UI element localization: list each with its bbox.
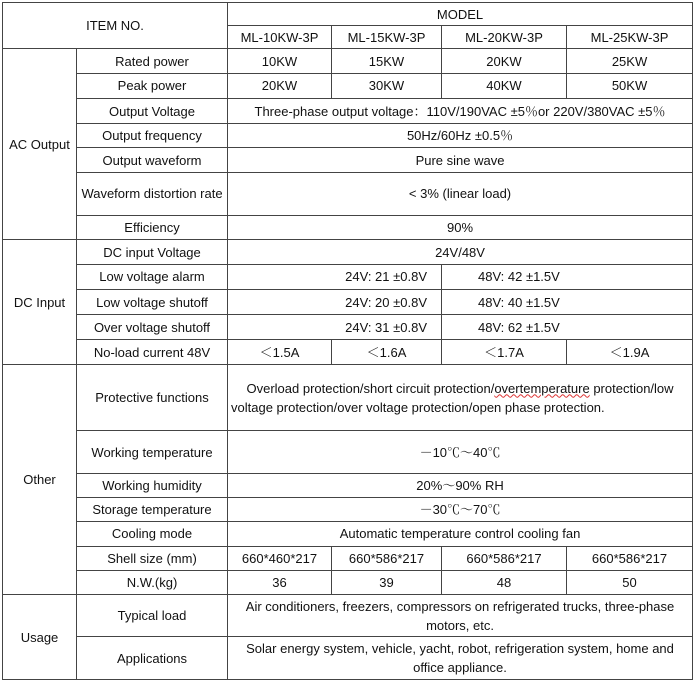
item-no-header: ITEM NO. [3, 3, 228, 49]
shell-size-value: 660*586*217 [332, 546, 442, 570]
row-label-peak-power: Peak power [77, 73, 228, 98]
efficiency-value: 90% [228, 216, 693, 240]
net-weight-value: 39 [332, 570, 442, 594]
no-load-current-value: ＜1.6A [332, 340, 442, 364]
rated-power-value: 15KW [332, 49, 442, 73]
net-weight-value: 36 [228, 570, 332, 594]
row-label-low-voltage-alarm: Low voltage alarm [77, 264, 228, 289]
model-name: ML-10KW-3P [228, 26, 332, 49]
peak-power-value: 50KW [567, 73, 693, 98]
applications-value: Solar energy system, vehicle, yacht, robot, refrigeration system, home and office appliance. [228, 637, 693, 680]
row-label-storage-temperature: Storage temperature [77, 498, 228, 522]
row-label-output-waveform: Output waveform [77, 148, 228, 172]
model-name: ML-20KW-3P [442, 26, 567, 49]
row-label-low-voltage-shutoff: Low voltage shutoff [77, 289, 228, 314]
shell-size-value: 660*460*217 [228, 546, 332, 570]
row-label-shell-size: Shell size (mm) [77, 546, 228, 570]
storage-temperature-value: －30℃～70℃ [228, 498, 693, 522]
output-frequency-value: 50Hz/60Hz ±0.5％ [228, 124, 693, 148]
group-dc-input: DC Input [3, 240, 77, 364]
row-label-output-frequency: Output frequency [77, 124, 228, 148]
peak-power-value: 30KW [332, 73, 442, 98]
low-voltage-shutoff-24v: 24V: 20 ±0.8V [228, 289, 442, 314]
output-waveform-value: Pure sine wave [228, 148, 693, 172]
net-weight-value: 48 [442, 570, 567, 594]
typical-load-value: Air conditioners, freezers, compressors on refrigerated trucks, three-phase motors, etc. [228, 595, 693, 637]
working-temperature-value: －10℃～40℃ [228, 431, 693, 473]
row-label-net-weight: N.W.(kg) [77, 570, 228, 594]
waveform-distortion-value: < 3% (linear load) [228, 172, 693, 215]
no-load-current-value: ＜1.7A [442, 340, 567, 364]
row-label-dc-input-voltage: DC input Voltage [77, 240, 228, 264]
row-label-rated-power: Rated power [77, 49, 228, 73]
spec-table [2, 2, 693, 680]
dc-input-voltage-value: 24V/48V [228, 240, 693, 264]
over-voltage-shutoff-48v: 48V: 62 ±1.5V [442, 315, 693, 340]
low-voltage-shutoff-48v: 48V: 40 ±1.5V [442, 289, 693, 314]
peak-power-value: 20KW [228, 73, 332, 98]
row-label-over-voltage-shutoff: Over voltage shutoff [77, 315, 228, 340]
over-voltage-shutoff-24v: 24V: 31 ±0.8V [228, 315, 442, 340]
low-voltage-alarm-24v: 24V: 21 ±0.8V [228, 264, 442, 289]
protective-functions-text-squiggle: overtemperature [494, 380, 590, 396]
peak-power-value: 40KW [442, 73, 567, 98]
protective-functions-text-a: Overload protection/short circuit protection/ [246, 380, 495, 396]
net-weight-value: 50 [567, 570, 693, 594]
shell-size-value: 660*586*217 [567, 546, 693, 570]
output-voltage-value: Three-phase output voltage：110V/190VAC ±5％or 220V/380VAC ±5％ [228, 98, 693, 123]
row-label-working-humidity: Working humidity [77, 473, 228, 497]
no-load-current-value: ＜1.9A [567, 340, 693, 364]
shell-size-value: 660*586*217 [442, 546, 567, 570]
cooling-mode-value: Automatic temperature control cooling fan [228, 522, 693, 546]
low-voltage-alarm-48v: 48V: 42 ±1.5V [442, 264, 693, 289]
row-label-protective-functions: Protective functions [77, 364, 228, 431]
rated-power-value: 20KW [442, 49, 567, 73]
group-other: Other [3, 364, 77, 594]
row-label-working-temperature: Working temperature [77, 431, 228, 473]
row-label-applications: Applications [77, 637, 228, 680]
model-header: MODEL [228, 3, 693, 26]
model-name: ML-25KW-3P [567, 26, 693, 49]
model-name: ML-15KW-3P [332, 26, 442, 49]
protective-functions-value [228, 364, 693, 431]
row-label-no-load-current: No-load current 48V [77, 340, 228, 364]
row-label-waveform-distortion: Waveform distortion rate [77, 172, 228, 215]
no-load-current-value: ＜1.5A [228, 340, 332, 364]
rated-power-value: 25KW [567, 49, 693, 73]
working-humidity-value: 20%～90% RH [228, 473, 693, 497]
row-label-efficiency: Efficiency [77, 216, 228, 240]
row-label-typical-load: Typical load [77, 595, 228, 637]
row-label-cooling-mode: Cooling mode [77, 522, 228, 546]
group-usage: Usage [3, 595, 77, 680]
row-label-output-voltage: Output Voltage [77, 98, 228, 123]
protective-functions-text-b: protection/low voltage protection/over voltage protection/open phase protection. [231, 380, 674, 415]
group-ac-output: AC Output [3, 49, 77, 240]
rated-power-value: 10KW [228, 49, 332, 73]
